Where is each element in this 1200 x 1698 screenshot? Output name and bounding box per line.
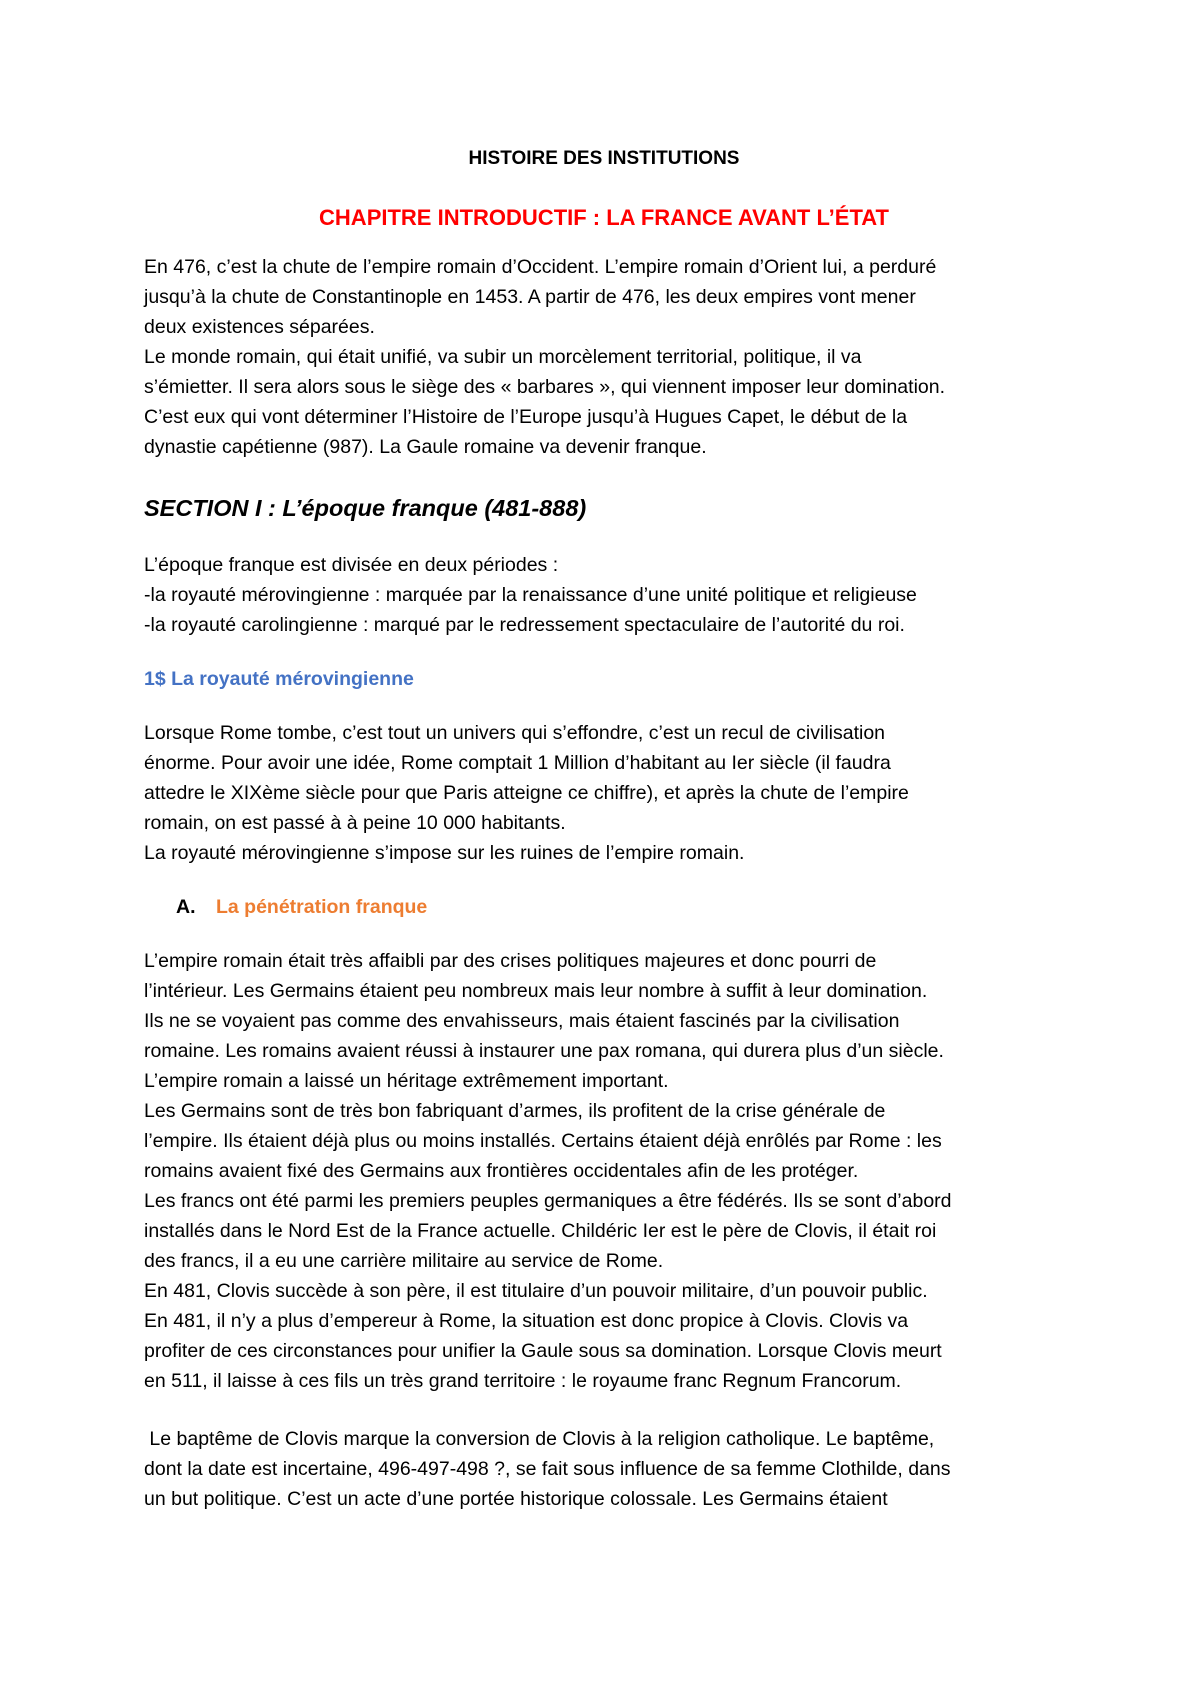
text-line: deux existences séparées. <box>144 316 375 338</box>
text-line: En 481, Clovis succède à son père, il est titulaire d’un pouvoir militaire, d’un pouvoir public. <box>144 1280 928 1302</box>
text-line: En 481, il n’y a plus d’empereur à Rome, la situation est donc propice à Clovis. Clovis va <box>144 1310 909 1332</box>
text-line: l’empire. Ils étaient déjà plus ou moins installés. Certains étaient déjà enrôlés par Rome : les <box>144 1130 942 1152</box>
document-title: HISTOIRE DES INSTITUTIONS <box>468 148 740 169</box>
text-line: L’époque franque est divisée en deux périodes : <box>144 554 559 576</box>
text-line: en 511, il laisse à ces fils un très grand territoire : le royaume franc Regnum Francorum. <box>144 1370 902 1392</box>
text-line: -la royauté mérovingienne : marquée par la renaissance d’une unité politique et religieuse <box>144 584 917 606</box>
text-line: énorme. Pour avoir une idée, Rome comptait 1 Million d’habitant au Ier siècle (il faudra <box>144 752 891 774</box>
text-line: dont la date est incertaine, 496-497-498 ?, se fait sous influence de sa femme Clothilde, dans <box>144 1458 951 1480</box>
text-line: un but politique. C’est un acte d’une portée historique colossale. Les Germains étaient <box>144 1488 888 1510</box>
text-line: attedre le XIXème siècle pour que Paris atteigne ce chiffre), et après la chute de l’empire <box>144 782 909 804</box>
text-line: l’intérieur. Les Germains étaient peu nombreux mais leur nombre à suffit à leur domination. <box>144 980 928 1002</box>
text-line: dynastie capétienne (987). La Gaule romaine va devenir franque. <box>144 436 707 458</box>
baptism-paragraph <box>144 1424 1064 1514</box>
text-line: Ils ne se voyaient pas comme des envahisseurs, mais étaient fascinés par la civilisation <box>144 1010 900 1032</box>
text-line: Le baptême de Clovis marque la conversion de Clovis à la religion catholique. Le baptême, <box>144 1428 935 1450</box>
section-intro-paragraph <box>144 550 1064 640</box>
text-line: romains avaient fixé des Germains aux frontières occidentales afin de les protéger. <box>144 1160 859 1182</box>
subsubsection-paragraph <box>144 946 1064 1396</box>
text-line: L’empire romain était très affaibli par des crises politiques majeures et donc pourri de <box>144 950 877 972</box>
text-line: L’empire romain a laissé un héritage extrêmement important. <box>144 1070 669 1092</box>
text-line: romain, on est passé à à peine 10 000 habitants. <box>144 812 566 834</box>
subsection-paragraph <box>144 718 1064 868</box>
text-line: Le monde romain, qui était unifié, va subir un morcèlement territorial, politique, il va <box>144 346 862 368</box>
text-line: installés dans le Nord Est de la France actuelle. Childéric Ier est le père de Clovis, il était roi <box>144 1220 937 1242</box>
intro-paragraph <box>144 252 1064 462</box>
text-line: -la royauté carolingienne : marqué par le redressement spectaculaire de l’autorité du roi. <box>144 614 905 636</box>
document-page <box>144 138 1064 1514</box>
list-letter: A. <box>176 896 196 918</box>
text-line: Les Germains sont de très bon fabriquant d’armes, ils profitent de la crise générale de <box>144 1100 886 1122</box>
text-line: La royauté mérovingienne s’impose sur les ruines de l’empire romain. <box>144 842 745 864</box>
section-title: SECTION I : L’époque franque (481-888) <box>144 495 587 521</box>
text-line: En 476, c’est la chute de l’empire romain d’Occident. L’empire romain d’Orient lui, a perduré <box>144 256 937 278</box>
text-line: des francs, il a eu une carrière militaire au service de Rome. <box>144 1250 664 1272</box>
text-line: jusqu’à la chute de Constantinople en 1453. A partir de 476, les deux empires vont mener <box>144 286 916 308</box>
text-line: romaine. Les romains avaient réussi à instaurer une pax romana, qui durera plus d’un siècle. <box>144 1040 944 1062</box>
text-line: Les francs ont été parmi les premiers peuples germaniques a être fédérés. Ils se sont d’abord <box>144 1190 952 1212</box>
subsubsection-title <box>144 892 1064 922</box>
text-line: C’est eux qui vont déterminer l’Histoire de l’Europe jusqu’à Hugues Capet, le début de la <box>144 406 908 428</box>
text-line: Lorsque Rome tombe, c’est tout un univers qui s’effondre, c’est un recul de civilisation <box>144 722 886 744</box>
subsection-title: 1$ La royauté mérovingienne <box>144 668 414 690</box>
text-line: s’émietter. Il sera alors sous le siège des « barbares », qui viennent imposer leur domination. <box>144 376 946 398</box>
chapter-title: CHAPITRE INTRODUCTIF : LA FRANCE AVANT L’ÉTAT <box>319 205 889 230</box>
subsubsection-title-text: La pénétration franque <box>216 896 428 918</box>
text-line: profiter de ces circonstances pour unifier la Gaule sous sa domination. Lorsque Clovis meurt <box>144 1340 942 1362</box>
